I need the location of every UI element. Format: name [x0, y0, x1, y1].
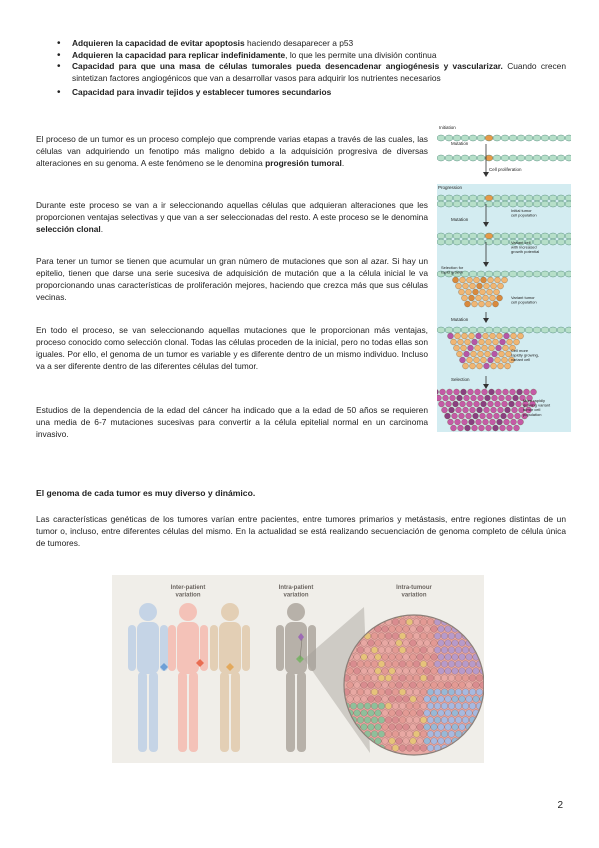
patient-silhouette-red: [168, 603, 208, 752]
label-variant-population: Variant tumor cell population: [511, 295, 537, 305]
label-initiation: Initiation: [439, 125, 456, 130]
label-intra-tumour-title: Intra-tumour variation: [396, 585, 432, 599]
bullet-item: • Capacidad para invadir tejidos y establecer tumores secundarios: [56, 87, 566, 99]
paragraph-clonal-selection: Durante este proceso se van a ir seleccionando aquellas células que adquieran alteraciones que les proporcionen ventajas selectivas y que van a ser seleccionadas del resto. A este proceso se le denomina selección clonal.: [36, 200, 428, 234]
label-variant-cell: Variant cell with increased growth potential: [511, 240, 540, 255]
bullet-item: • Capacidad para que una masa de células tumorales pueda desencadenar angiogénesis y vascularizar. Cuando crecen sintetizan factores angiogénicos que van a desarrollar vasos para adquirir los nutrientes necesarios: [56, 61, 566, 84]
hallmarks-bullet-list: [56, 38, 566, 99]
label-mutation: Mutation: [451, 217, 469, 222]
paragraph-tumor-heterogeneity: Las características genéticas de los tumores varían entre pacientes, entre tumores primarios y metástasis, entre regiones distintas de un tumor o, incluso, entre diferentes células del mismo. En la actualidad se está realizando secuenciación de genoma completo de célula única de tumores.: [36, 514, 566, 548]
paragraph-tumor-progression: El proceso de un tumor es un proceso complejo que comprende varias etapas a través de las cuales, las células van adquiriendo un fenotipo más maligno debido a la adquisición progresiva de diversas alteraciones en su genoma. A este fenómeno se le denomina progresión tumoral.: [36, 134, 428, 168]
label-selection-rapid-growth: Selection for rapid growth: [441, 265, 464, 275]
page-number: 2: [557, 800, 563, 811]
label-final-population: More rapidly growing variant tumor cell population: [523, 398, 551, 417]
label-selection: Selection: [451, 377, 470, 382]
bullet-item: • Adquieren la capacidad para replicar indefinidamente, lo que les permite una división continua: [56, 50, 566, 62]
label-second-variant: Cell more rapidly growing, variant cell: [511, 348, 540, 363]
paragraph-age-dependence: Estudios de la dependencia de la edad del cáncer ha indicado que a la edad de 50 años se requieren una media de 6-7 mutaciones sucesivas para convertir a la célula epitelial normal en un carcinoma invasivo.: [36, 405, 428, 439]
tumor-variation-illustration: [112, 575, 484, 763]
patient-silhouette-grey: [276, 603, 316, 752]
bullet-item: • Adquieren la capacidad de evitar apoptosis haciendo desaparecer a p53: [56, 38, 566, 50]
patient-silhouette-blue: [128, 603, 168, 752]
tumor-variation-figure: [112, 575, 484, 763]
label-mutation: Mutation: [451, 141, 469, 146]
paragraph-mutations: Para tener un tumor se tienen que acumular un gran número de mutaciones que son al azar. Si hay un epitelio, tienen que darse una serie sucesiva de adquisición de mutación que a la célula inicial le va proporcionando unas características de proliferación mejores, haciendo que crezca más que sus células vecinas.: [36, 256, 428, 302]
label-initial-population: Initial tumor cell population: [511, 208, 537, 218]
label-mutation: Mutation: [451, 317, 469, 322]
patient-silhouettes: [128, 603, 316, 752]
label-intra-patient-title: Intra-patient variation: [278, 585, 314, 599]
tumor-progression-figure: [437, 124, 571, 432]
label-inter-patient-title: Inter-patient variation: [170, 585, 206, 599]
tumor-progression-diagram: [437, 124, 571, 432]
section-heading: El genoma de cada tumor es muy diverso y dinámico.: [36, 488, 256, 498]
paragraph-clonal-process: En todo el proceso, se van seleccionando aquellas mutaciones que le proporcionan más ventajas, proceso conocido como selección clonal. Todas las células proceden de la inicial, pero no todas ellas son iguales. Por ello, el genoma de un tumor es variable y es diferente dentro de un mismo individuo. Incluso va a ser diferente dentro de las diferentes células del tumor.: [36, 325, 428, 371]
label-cell-proliferation: Cell proliferation: [489, 167, 522, 172]
label-progression: Progression: [438, 185, 463, 190]
patient-silhouette-tan: [210, 603, 250, 752]
